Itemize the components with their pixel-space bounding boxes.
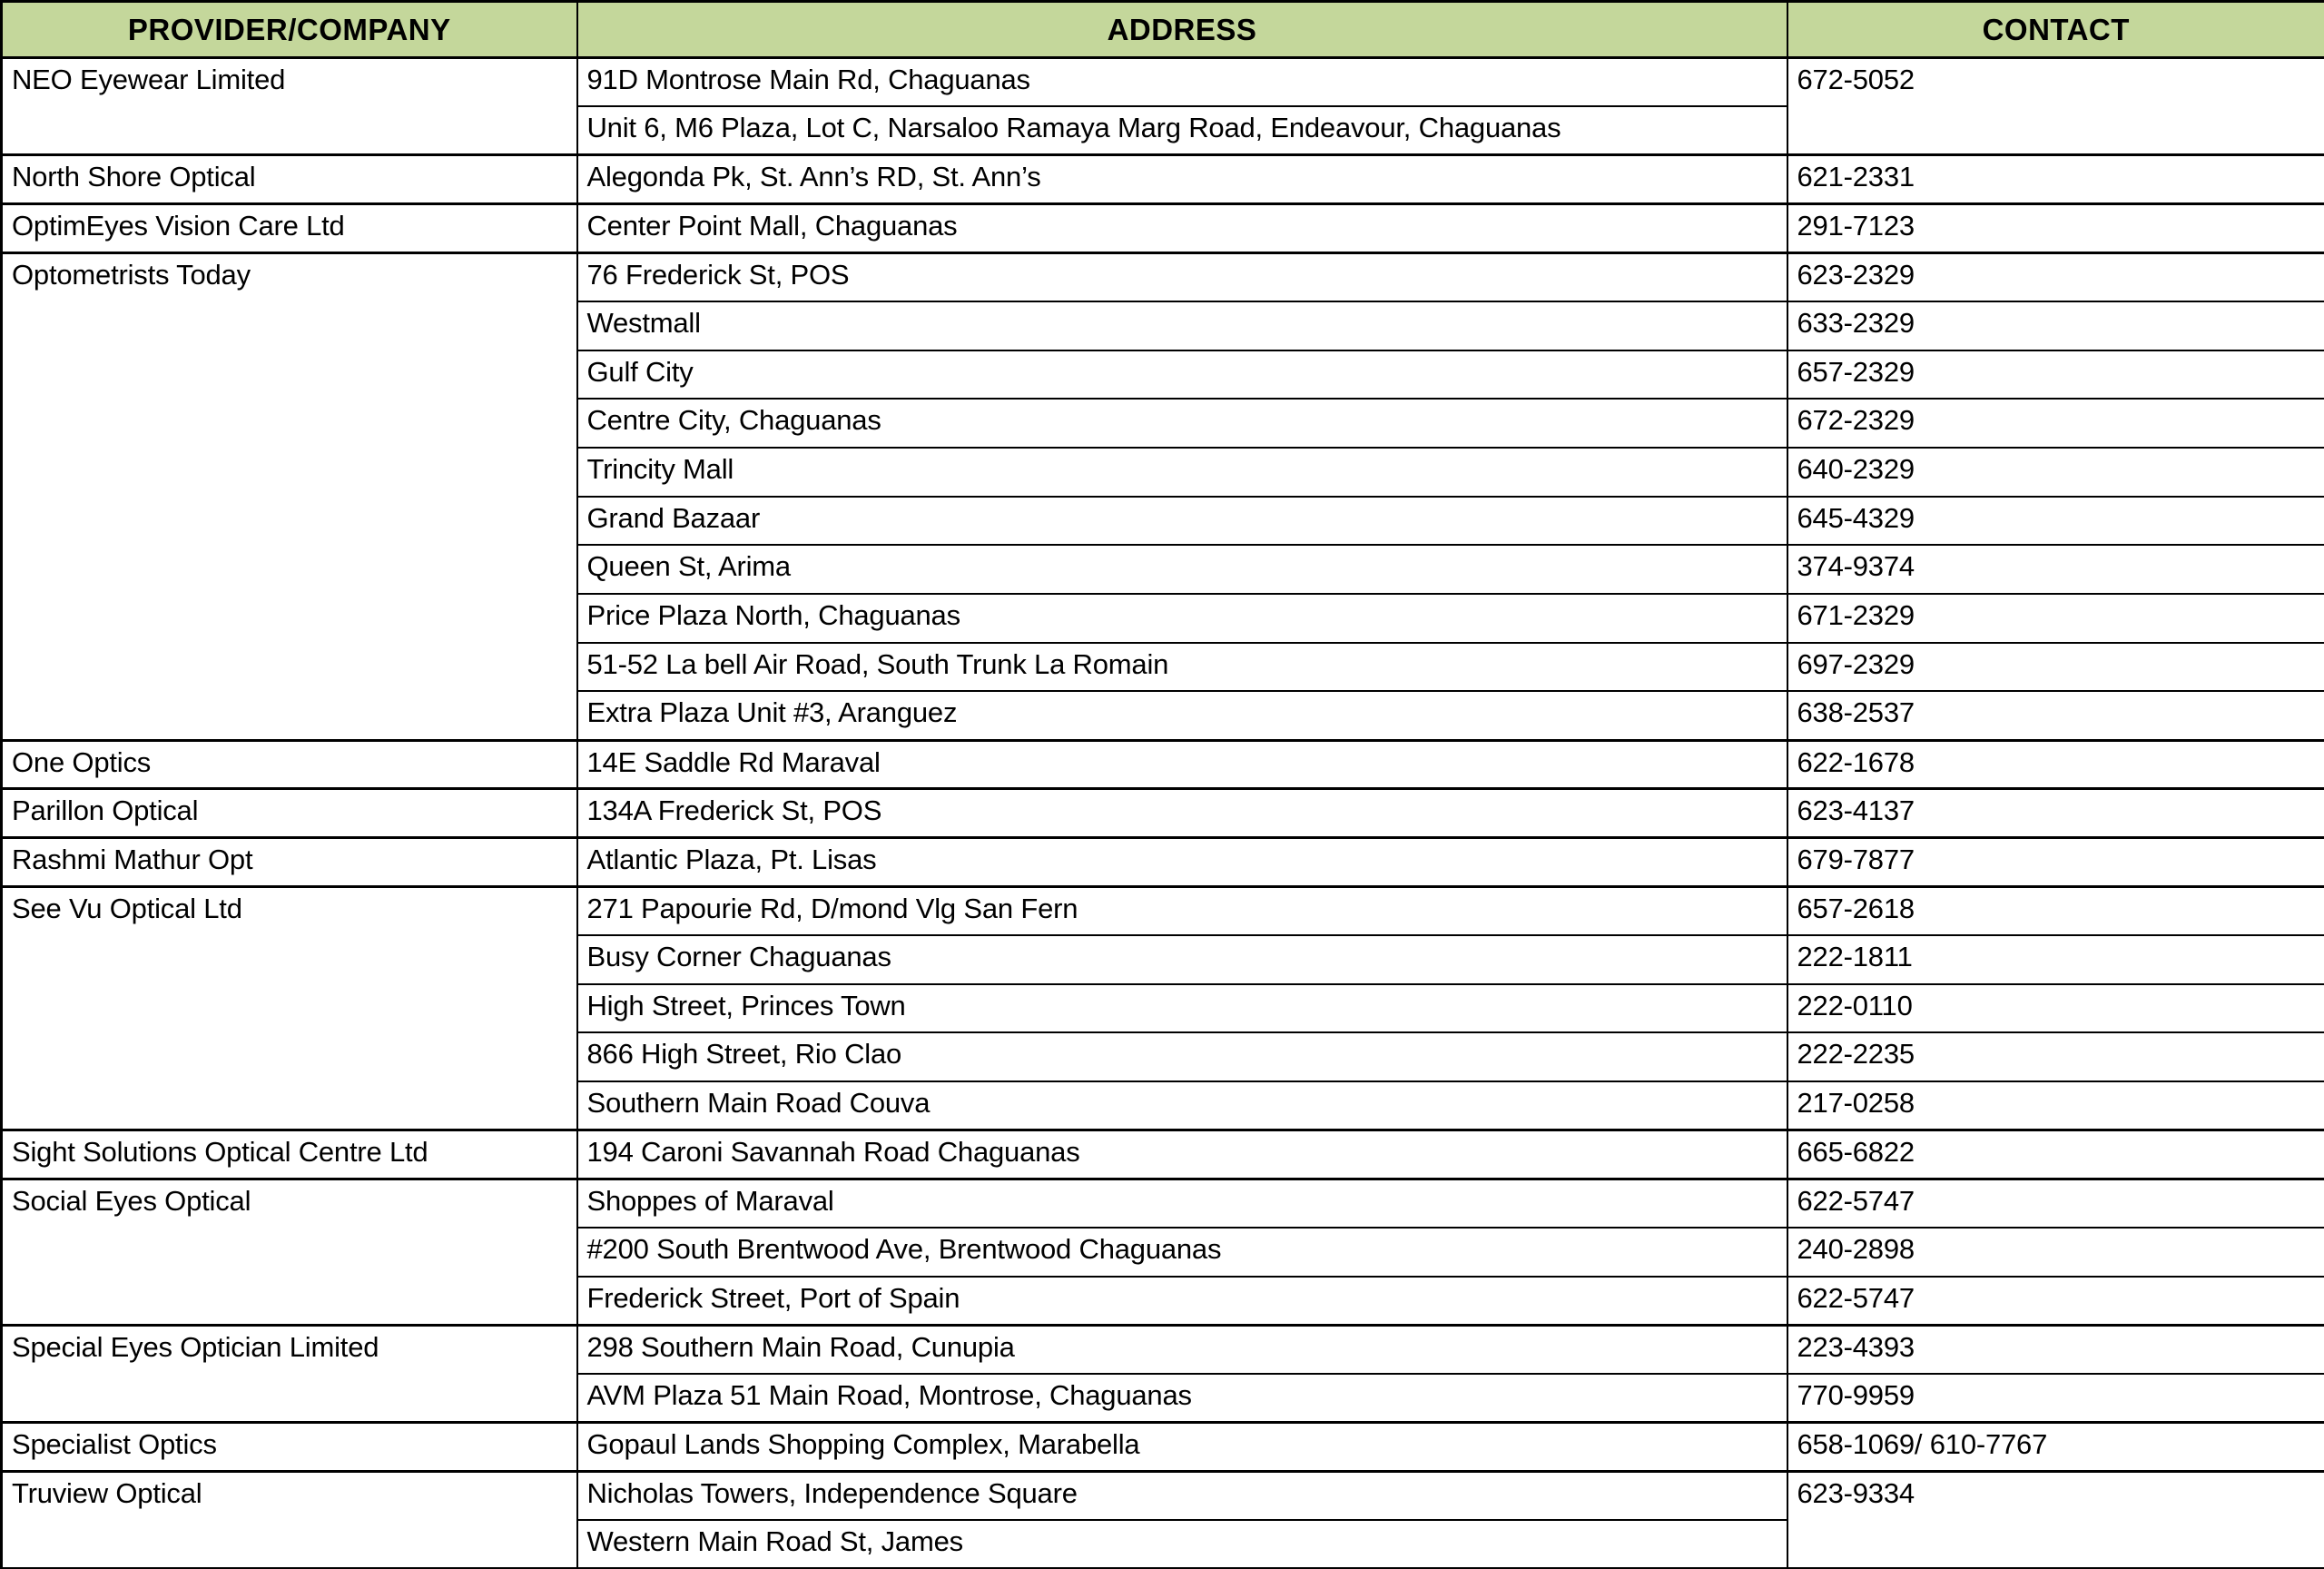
table-row: [2, 204, 2324, 253]
table-row: [2, 789, 2324, 838]
address-cell: #200 South Brentwood Ave, Brentwood Chaguanas: [577, 1228, 1787, 1277]
contact-cell: 621-2331: [1787, 155, 2324, 204]
address-cell: Busy Corner Chaguanas: [577, 935, 1787, 984]
header-row: [2, 2, 2324, 58]
address-cell: Center Point Mall, Chaguanas: [577, 204, 1787, 253]
provider-cell: North Shore Optical: [2, 155, 577, 204]
provider-cell: Truview Optical: [2, 1471, 577, 1568]
table-row: [2, 1471, 2324, 1520]
contact-cell: 671-2329: [1787, 594, 2324, 643]
address-cell: Westmall: [577, 301, 1787, 350]
contact-cell: 657-2618: [1787, 886, 2324, 935]
table-row: [2, 838, 2324, 887]
table-row: [2, 886, 2324, 935]
contact-cell: 217-0258: [1787, 1081, 2324, 1130]
address-cell: Trincity Mall: [577, 448, 1787, 497]
provider-cell: Special Eyes Optician Limited: [2, 1325, 577, 1422]
contact-cell: 679-7877: [1787, 838, 2324, 887]
provider-cell: Specialist Optics: [2, 1423, 577, 1472]
address-cell: Gopaul Lands Shopping Complex, Marabella: [577, 1423, 1787, 1472]
contact-cell: 645-4329: [1787, 497, 2324, 546]
address-cell: 14E Saddle Rd Maraval: [577, 740, 1787, 789]
contact-cell: 223-4393: [1787, 1325, 2324, 1374]
contact-cell: 222-0110: [1787, 984, 2324, 1033]
table-row: [2, 740, 2324, 789]
address-cell: High Street, Princes Town: [577, 984, 1787, 1033]
address-cell: Gulf City: [577, 350, 1787, 400]
contact-cell: 638-2537: [1787, 691, 2324, 740]
address-cell: Centre City, Chaguanas: [577, 399, 1787, 448]
address-cell: Atlantic Plaza, Pt. Lisas: [577, 838, 1787, 887]
address-cell: AVM Plaza 51 Main Road, Montrose, Chaguanas: [577, 1374, 1787, 1423]
table-row: [2, 1423, 2324, 1472]
table-row: [2, 1325, 2324, 1374]
address-cell: 271 Papourie Rd, D/mond Vlg San Fern: [577, 886, 1787, 935]
address-cell: 51-52 La bell Air Road, South Trunk La Romain: [577, 643, 1787, 692]
address-cell: Extra Plaza Unit #3, Aranguez: [577, 691, 1787, 740]
address-cell: 866 High Street, Rio Clao: [577, 1032, 1787, 1081]
provider-cell: NEO Eyewear Limited: [2, 58, 577, 155]
table-row: [2, 1179, 2324, 1228]
provider-cell: Optometrists Today: [2, 252, 577, 740]
provider-cell: Parillon Optical: [2, 789, 577, 838]
contact-cell: 622-5747: [1787, 1277, 2324, 1326]
table-row: [2, 58, 2324, 107]
address-cell: Nicholas Towers, Independence Square: [577, 1471, 1787, 1520]
provider-cell: OptimEyes Vision Care Ltd: [2, 204, 577, 253]
contact-cell: 623-2329: [1787, 252, 2324, 301]
address-cell: 298 Southern Main Road, Cunupia: [577, 1325, 1787, 1374]
address-cell: Western Main Road St, James: [577, 1520, 1787, 1569]
header-provider-company: PROVIDER/COMPANY: [2, 2, 577, 58]
contact-cell: 623-4137: [1787, 789, 2324, 838]
provider-cell: Sight Solutions Optical Centre Ltd: [2, 1130, 577, 1179]
contact-cell: 623-9334: [1787, 1471, 2324, 1568]
address-cell: Shoppes of Maraval: [577, 1179, 1787, 1228]
address-cell: Frederick Street, Port of Spain: [577, 1277, 1787, 1326]
contact-cell: 770-9959: [1787, 1374, 2324, 1423]
address-cell: Queen St, Arima: [577, 545, 1787, 594]
contact-cell: 374-9374: [1787, 545, 2324, 594]
address-cell: 194 Caroni Savannah Road Chaguanas: [577, 1130, 1787, 1179]
provider-cell: Social Eyes Optical: [2, 1179, 577, 1325]
address-cell: 76 Frederick St, POS: [577, 252, 1787, 301]
contact-cell: 672-2329: [1787, 399, 2324, 448]
contact-cell: 622-1678: [1787, 740, 2324, 789]
contact-cell: 657-2329: [1787, 350, 2324, 400]
contact-cell: 633-2329: [1787, 301, 2324, 350]
header-address: ADDRESS: [577, 2, 1787, 58]
table-row: [2, 1130, 2324, 1179]
provider-cell: Rashmi Mathur Opt: [2, 838, 577, 887]
table-row: [2, 252, 2324, 301]
address-cell: Southern Main Road Couva: [577, 1081, 1787, 1130]
contact-cell: 222-2235: [1787, 1032, 2324, 1081]
contact-cell: 291-7123: [1787, 204, 2324, 253]
contact-cell: 240-2898: [1787, 1228, 2324, 1277]
contact-cell: 622-5747: [1787, 1179, 2324, 1228]
address-cell: Unit 6, M6 Plaza, Lot C, Narsaloo Ramaya Marg Road, Endeavour, Chaguanas: [577, 106, 1787, 155]
contact-cell: 697-2329: [1787, 643, 2324, 692]
address-cell: Price Plaza North, Chaguanas: [577, 594, 1787, 643]
contact-cell: 658-1069/ 610-7767: [1787, 1423, 2324, 1472]
address-cell: 91D Montrose Main Rd, Chaguanas: [577, 58, 1787, 107]
header-contact: CONTACT: [1787, 2, 2324, 58]
contact-cell: 665-6822: [1787, 1130, 2324, 1179]
provider-cell: See Vu Optical Ltd: [2, 886, 577, 1130]
address-cell: Alegonda Pk, St. Ann’s RD, St. Ann’s: [577, 155, 1787, 204]
contact-cell: 222-1811: [1787, 935, 2324, 984]
contact-cell: 640-2329: [1787, 448, 2324, 497]
contact-cell: 672-5052: [1787, 58, 2324, 155]
address-cell: 134A Frederick St, POS: [577, 789, 1787, 838]
table-row: [2, 155, 2324, 204]
provider-cell: One Optics: [2, 740, 577, 789]
address-cell: Grand Bazaar: [577, 497, 1787, 546]
